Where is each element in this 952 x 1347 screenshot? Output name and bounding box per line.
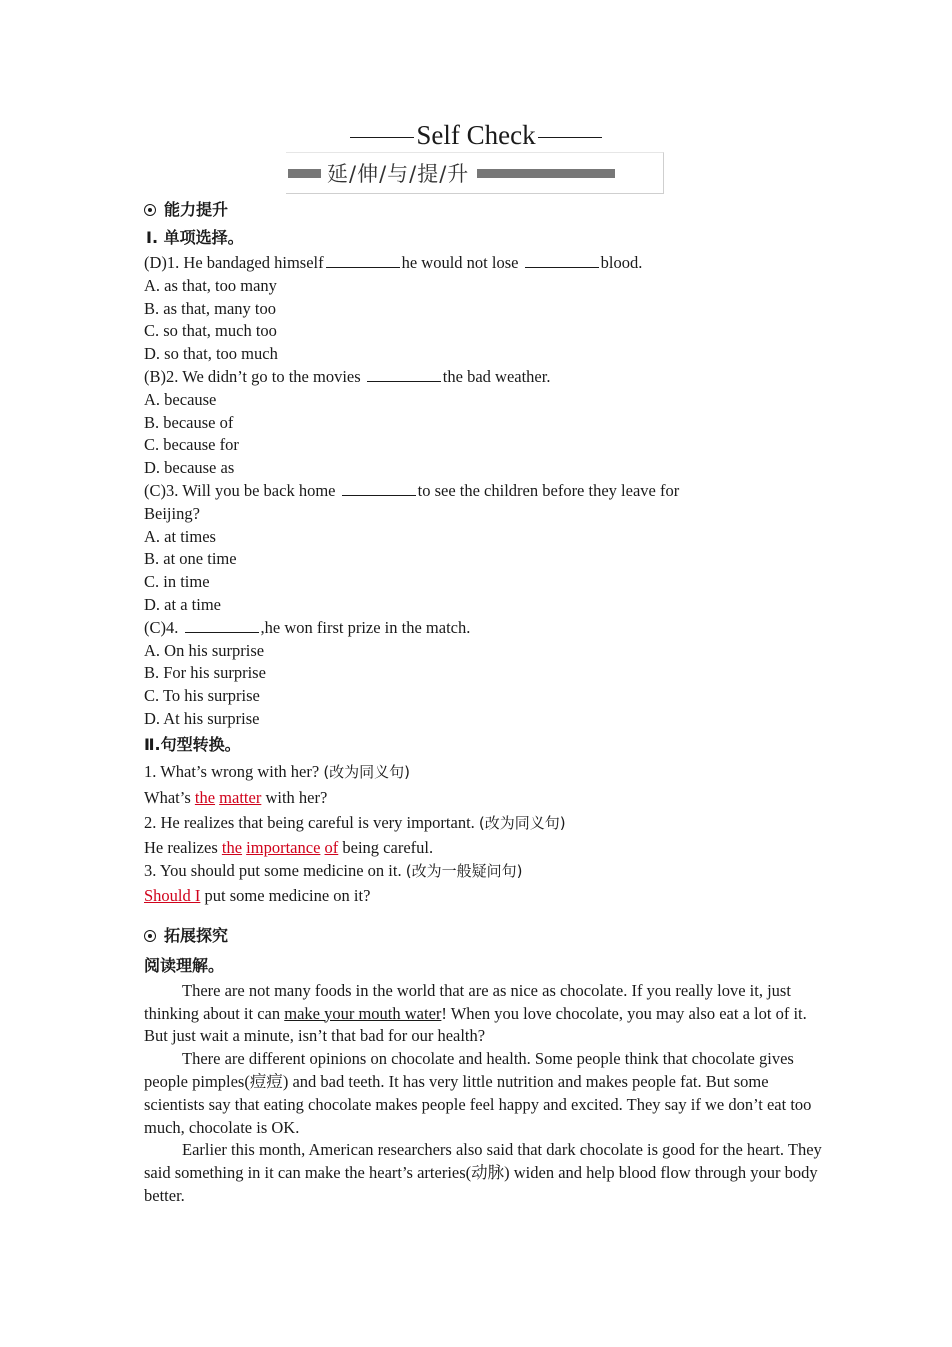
underlined-phrase: make your mouth water [284,1003,442,1023]
option: A. On his surprise [144,640,265,660]
question-2: (B)2. We didn’t go to the movies the bad weather. [144,366,551,386]
banner-text: 延/伸/与/提/升 [327,162,470,186]
option: D. At his surprise [144,708,260,728]
reading-paragraph-2: There are different opinions on chocolate and health. Some people think that chocolate gives people pimples(痘痘) and bad teeth. It has very little nutrition and makes people fat. But some scientists say that eating chocolate makes people feel happy and excited. They say if we don’t eat too much, chocolate is OK. [144,1049,812,1137]
title-dash-right [538,137,602,138]
answer-blank [367,366,441,382]
answer-text: of [324,837,339,857]
answer-text: importance [246,837,321,857]
reading-heading: 阅读理解。 [144,955,225,975]
option: B. For his surprise [144,663,266,683]
transform-question-1: 1. What’s wrong with her? (改为同义句) [144,761,411,781]
transform-answer-3: Should I put some medicine on it? [144,885,371,905]
section-ability-heading: 能力提升 [144,196,824,224]
question-3-continued: Beijing? [144,503,200,523]
question-1: (D)1. He bandaged himself he would not lose blood. [144,253,643,272]
reading-paragraph-1: There are not many foods in the world that are as nice as chocolate. If you really love it, just thinking about it can make your mouth water! When you love chocolate, you may also eat a lot of it. But just wait a minute, isn’t that bad for our health? [144,980,807,1046]
option: C. To his surprise [144,686,260,706]
answer-text: the [221,837,243,857]
title-text: Self Check [416,120,536,150]
answer-text: the [194,787,216,807]
option: D. because as [144,458,235,478]
option: C. because for [144,435,239,455]
page-title [0,118,952,152]
answer-blank [185,617,259,633]
banner-bar-left [288,169,321,178]
section-banner [286,152,664,194]
option: D. at a time [144,594,221,614]
part2-heading: Ⅱ.句型转换。 [144,734,241,754]
option: C. so that, much too [144,321,277,341]
answer-blank [525,252,599,268]
option: A. at times [144,526,216,546]
option: B. at one time [144,549,237,569]
transform-question-3: 3. You should put some medicine on it. (改为一般疑问句) [144,860,523,880]
title-dash-left [350,137,414,138]
option: A. as that, too many [144,275,277,295]
option: B. because of [144,412,234,432]
question-3: (C)3. Will you be back home to see the children before they leave for [144,480,680,500]
answer-text: matter [219,787,262,807]
part1-heading: Ⅰ. 单项选择。 [146,228,244,247]
section-explore-heading: 拓展探究 [144,922,824,950]
answer-blank [342,480,416,496]
transform-answer-1: What’s the matter with her? [144,787,328,807]
question-4: (C)4. ,he won first prize in the match. [144,617,471,637]
target-bullet-icon [144,930,156,942]
option: C. in time [144,572,210,592]
transform-answer-2: He realizes the importance of being careful. [144,837,434,857]
answer-blank [326,252,400,268]
option: B. as that, many too [144,298,276,318]
banner-bar-right [477,169,615,178]
option: D. so that, too much [144,344,278,364]
reading-paragraph-3: Earlier this month, American researchers also said that dark chocolate is good for the heart. They said something in it can make the heart’s arteries(动脉) widen and help blood flow through your body better. [144,1140,822,1205]
transform-question-2: 2. He realizes that being careful is very important. (改为同义句) [144,812,566,832]
answer-text: Should I [144,885,201,905]
worksheet-content [144,196,824,1208]
option: A. because [144,389,217,409]
target-bullet-icon [144,204,156,216]
